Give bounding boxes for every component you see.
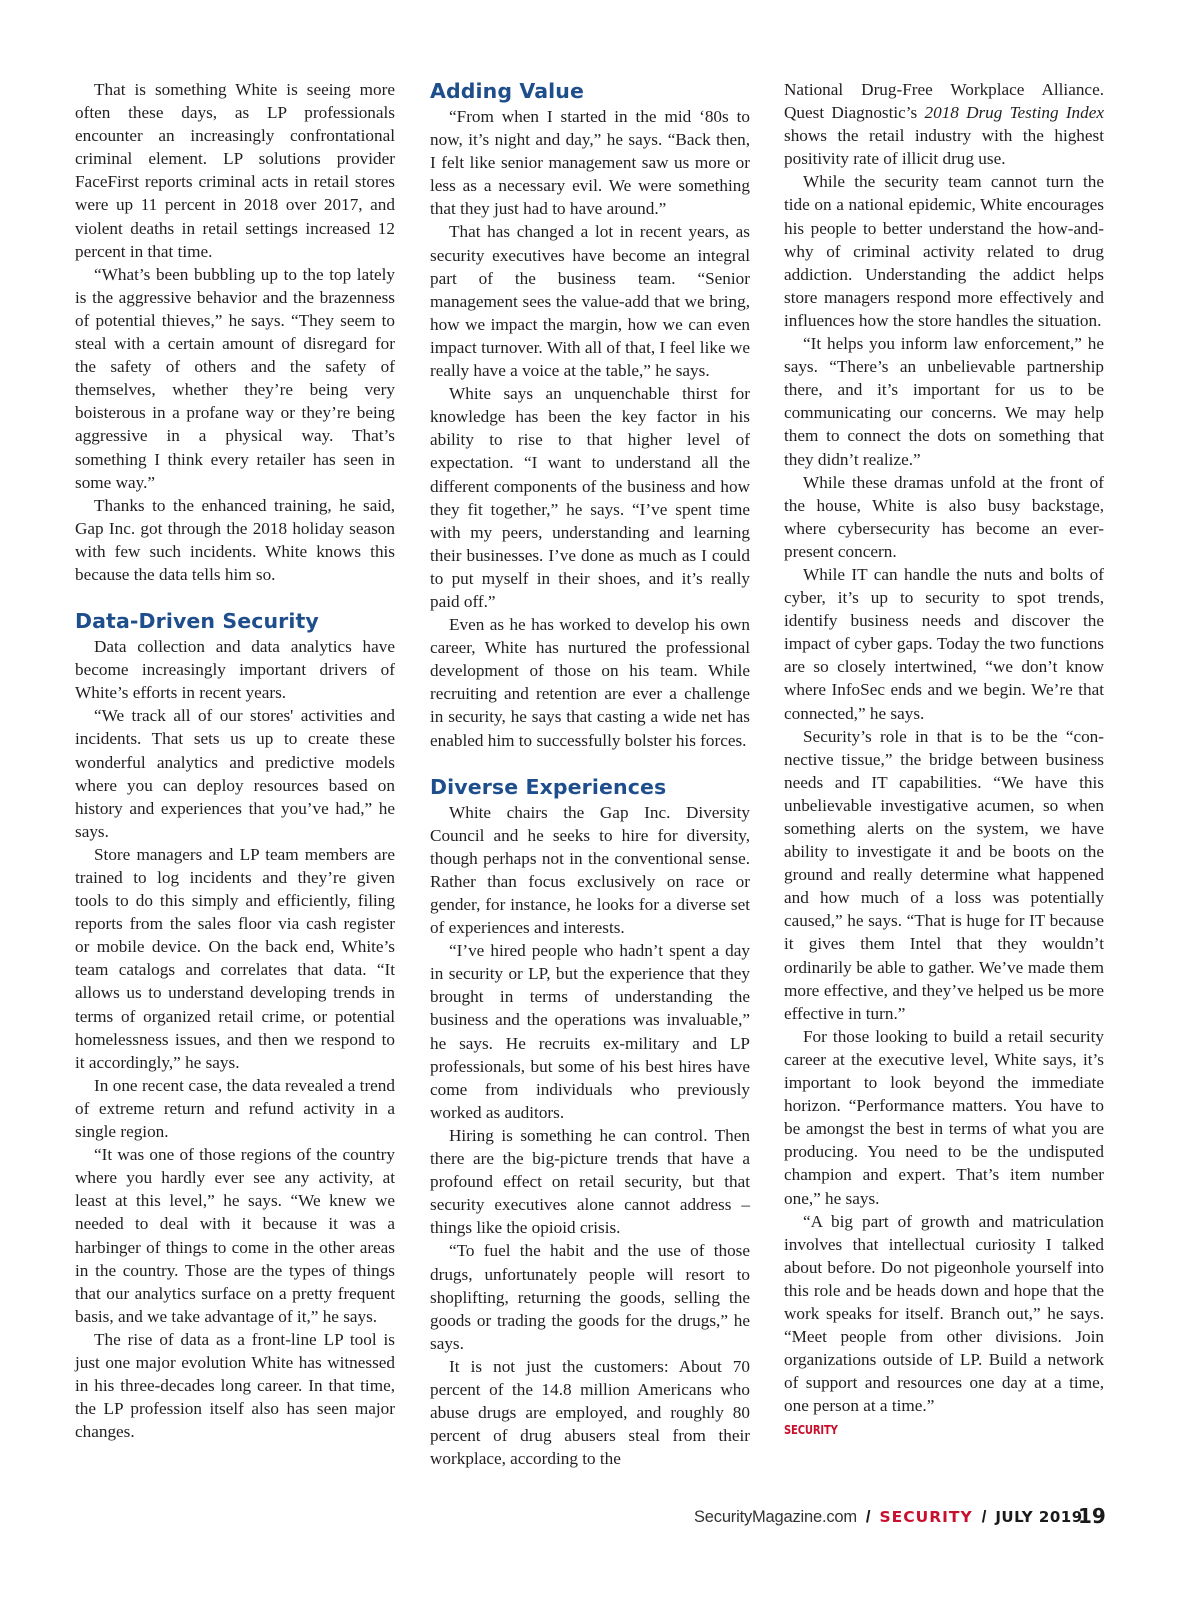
section-heading-diverse-experiences: Diverse Experiences <box>430 774 667 799</box>
footer-separator: / <box>981 1507 987 1526</box>
paragraph: Data collection and data analytics have become increasingly important drivers of White’s efforts in recent years. <box>75 637 395 703</box>
article-column-1 <box>75 78 395 1443</box>
paragraph: Thanks to the enhanced training, he said, Gap Inc. got through the 2018 holiday season with few such incidents. White knows this because the data tells him so. <box>75 495 395 584</box>
paragraph: That is something White is seeing more often these days, as LP professionals encounter an increasingly confrontational criminal element. LP solutions provider FaceFirst reports criminal acts in retail stores were up 11 percent in 2018 over 2017, and violent deaths in retail settings increased 12 percent in that time. <box>75 80 395 261</box>
paragraph: Store managers and LP team members are trained to log incidents and they’re given tools to do this simply and efficiently, filing reports from the sales floor via cash register or mobile device. On the back end, White’s team catalogs and correlates that data. “It allows us to understand developing trends in terms of organized retail crime, or potential homelessness issues, and then we respond to it accordingly,” he says. <box>75 844 395 1072</box>
paragraph: While these dramas unfold at the front of the house, White is also busy backstage, where cybersecurity has become an ever-present concern. <box>784 472 1104 561</box>
paragraph: While IT can handle the nuts and bolts of cyber, it’s up to security to spot trends, identify business needs and discover the impact of cyber gaps. Today the two functions are so closely intertwined, “we don’t know where InfoSec ends and we begin. We’re that connected,” he says. <box>784 564 1104 723</box>
footer-brand: SECURITY <box>879 1508 973 1526</box>
paragraph: White says an unquenchable thirst for knowledge has been the key factor in his ability to rise to that higher level of expectation. “I want to understand all the different components of the business and how they fit together,” he says. “I’ve spent time with my peers, understanding and learning their businesses. I’ve done as much as I could to put myself in their shoes, and it’s really paid off.” <box>430 384 750 611</box>
paragraph: “It helps you inform law enforcement,” he says. “There’s an unbelievable partnership there, and it’s important for us to be communicating our concerns. We may help them to connect the dots on something that they didn’t realize.” <box>784 334 1104 469</box>
text-run: National Drug-Free Workplace Alliance. Quest Diagnostic’s <box>784 80 1104 123</box>
paragraph: “To fuel the habit and the use of those drugs, unfortunately people will resort to shoplifting, returning the goods, selling the goods or trading the goods for the drugs,” he says. <box>430 1241 750 1353</box>
publication-title: 2018 Drug Testing Index <box>924 103 1104 123</box>
paragraph: Security’s role in that is to be the “connective tissue,” the bridge between business needs and IT capabilities. “We have this unbelievable investigative acumen, so when something alerts on the system, we have ability to investigate it and be boots on the ground and really determine what happened and how much of a loss was potentially caused,” he says. “That is huge for IT because it gives them Intel that they wouldn’t ordinarily be able to gather. We’ve made them more effective, and they’ve helped us be more effective in turn.” <box>784 726 1104 1023</box>
paragraph: The rise of data as a front-line LP tool is just one major evolution White has witnessed in his three-decades long career. In that time, the LP profession itself also has seen major changes. <box>75 1329 395 1442</box>
paragraph: In one recent case, the data revealed a trend of extreme return and refund activity in a single region. <box>75 1075 395 1142</box>
paragraph <box>784 78 1104 170</box>
page-footer <box>694 1506 1083 1528</box>
footer-separator: / <box>865 1507 871 1526</box>
paragraph: While the security team cannot turn the tide on a national epidemic, White encourages his people to better understand the how-and-why of criminal activity related to drug addiction. Understanding the addict helps store managers respond more effectively and influences how the store handles the situation. <box>784 172 1104 330</box>
page-number: 19 <box>1078 1504 1106 1528</box>
article-column-3 <box>784 78 1104 1442</box>
footer-issue-date: JULY 2019 <box>995 1508 1083 1526</box>
paragraph: White chairs the Gap Inc. Diversity Council and he seeks to hire for diversity, though perhaps not in the conventional sense. Rather than focus exclusively on race or gender, for instance, he looks for a diverse set of experiences and interests. <box>430 802 750 938</box>
paragraph: That has changed a lot in recent years, as security executives have become an integral part of the business team. “Senior management sees the value-add that we bring, how we impact the margin, how we can even impact turnover. With all of that, I feel like we really have a voice at the table,” he says. <box>430 222 750 381</box>
end-of-article-mark: SECURITY <box>784 1422 838 1438</box>
paragraph: “We track all of our stores' activities and incidents. That sets us up to create these wonderful analytics and predictive models where you can deploy resources based on history and experiences that you’ve had,” he says. <box>75 706 395 841</box>
paragraph: “A big part of growth and matriculation involves that intellectual curiosity I talked about before. Do not pigeonhole yourself into this role and be heads down and hope that the work speaks for itself. Branch out,” he says. “Meet people from other divisions. Join organizations outside of LP. Build a network of support and resources one day at a time, one person at a time.” <box>784 1211 1104 1416</box>
article-column-2 <box>430 78 750 1470</box>
footer-website: SecurityMagazine.com <box>694 1507 857 1526</box>
paragraph: “I’ve hired people who hadn’t spent a day in security or LP, but the experience that they brought in terms of understanding the business and the operations was invaluable,” he says. He recruits ex-military and LP professionals, but some of his best hires have come from individuals who previously worked as auditors. <box>430 941 750 1122</box>
text-run: shows the retail industry with the highest positivity rate of illicit drug use. <box>784 126 1104 169</box>
paragraph: Even as he has worked to develop his own career, White has nurtured the professional development of those on his team. While recruiting and retention are ever a challenge in security, he says that casting a wide net has enabled him to successfully bolster his forces. <box>430 615 750 750</box>
paragraph: Hiring is something he can control. Then there are the big-picture trends that have a profound effect on retail security, but that security executives alone cannot address – things like the opioid crisis. <box>430 1125 750 1238</box>
paragraph: “From when I started in the mid ‘80s to now, it’s night and day,” he says. “Back then, I felt like senior management saw us more or less as a necessary evil. We were something that they just had to have around.” <box>430 107 750 219</box>
paragraph: For those looking to build a retail security career at the executive level, White says, it’s important to look beyond the immediate horizon. “Performance matters. You have to be amongst the best in terms of what you are producing. You need to be the undisputed champion and expert. That’s item number one,” he says. <box>784 1026 1104 1208</box>
section-heading-adding-value: Adding Value <box>430 79 584 103</box>
paragraph: It is not just the customers: About 70 percent of the 14.8 million Americans who abuse drugs are employed, and roughly 80 percent of drug abusers steal from their workplace, according to the <box>430 1356 750 1469</box>
section-heading-data-driven-security: Data-Driven Security <box>75 609 319 634</box>
paragraph: “It was one of those regions of the country where you hardly ever see any activity, at least at this level,” he says. “We knew we needed to deal with it because it was a harbinger of things to come in the other areas in the country. Those are the types of things that our analytics surface on a pretty frequent basis, and we take advantage of it,” he says. <box>75 1145 395 1326</box>
paragraph: “What’s been bubbling up to the top lately is the aggressive behavior and the brazenness of potential thieves,” he says. “They seem to steal with a certain amount of disregard for the safety of others and the safety of themselves, whether they’re being very boisterous in a profane way or they’re being aggressive in a physical way. That’s something I think every retailer has seen in some way.” <box>75 264 395 492</box>
